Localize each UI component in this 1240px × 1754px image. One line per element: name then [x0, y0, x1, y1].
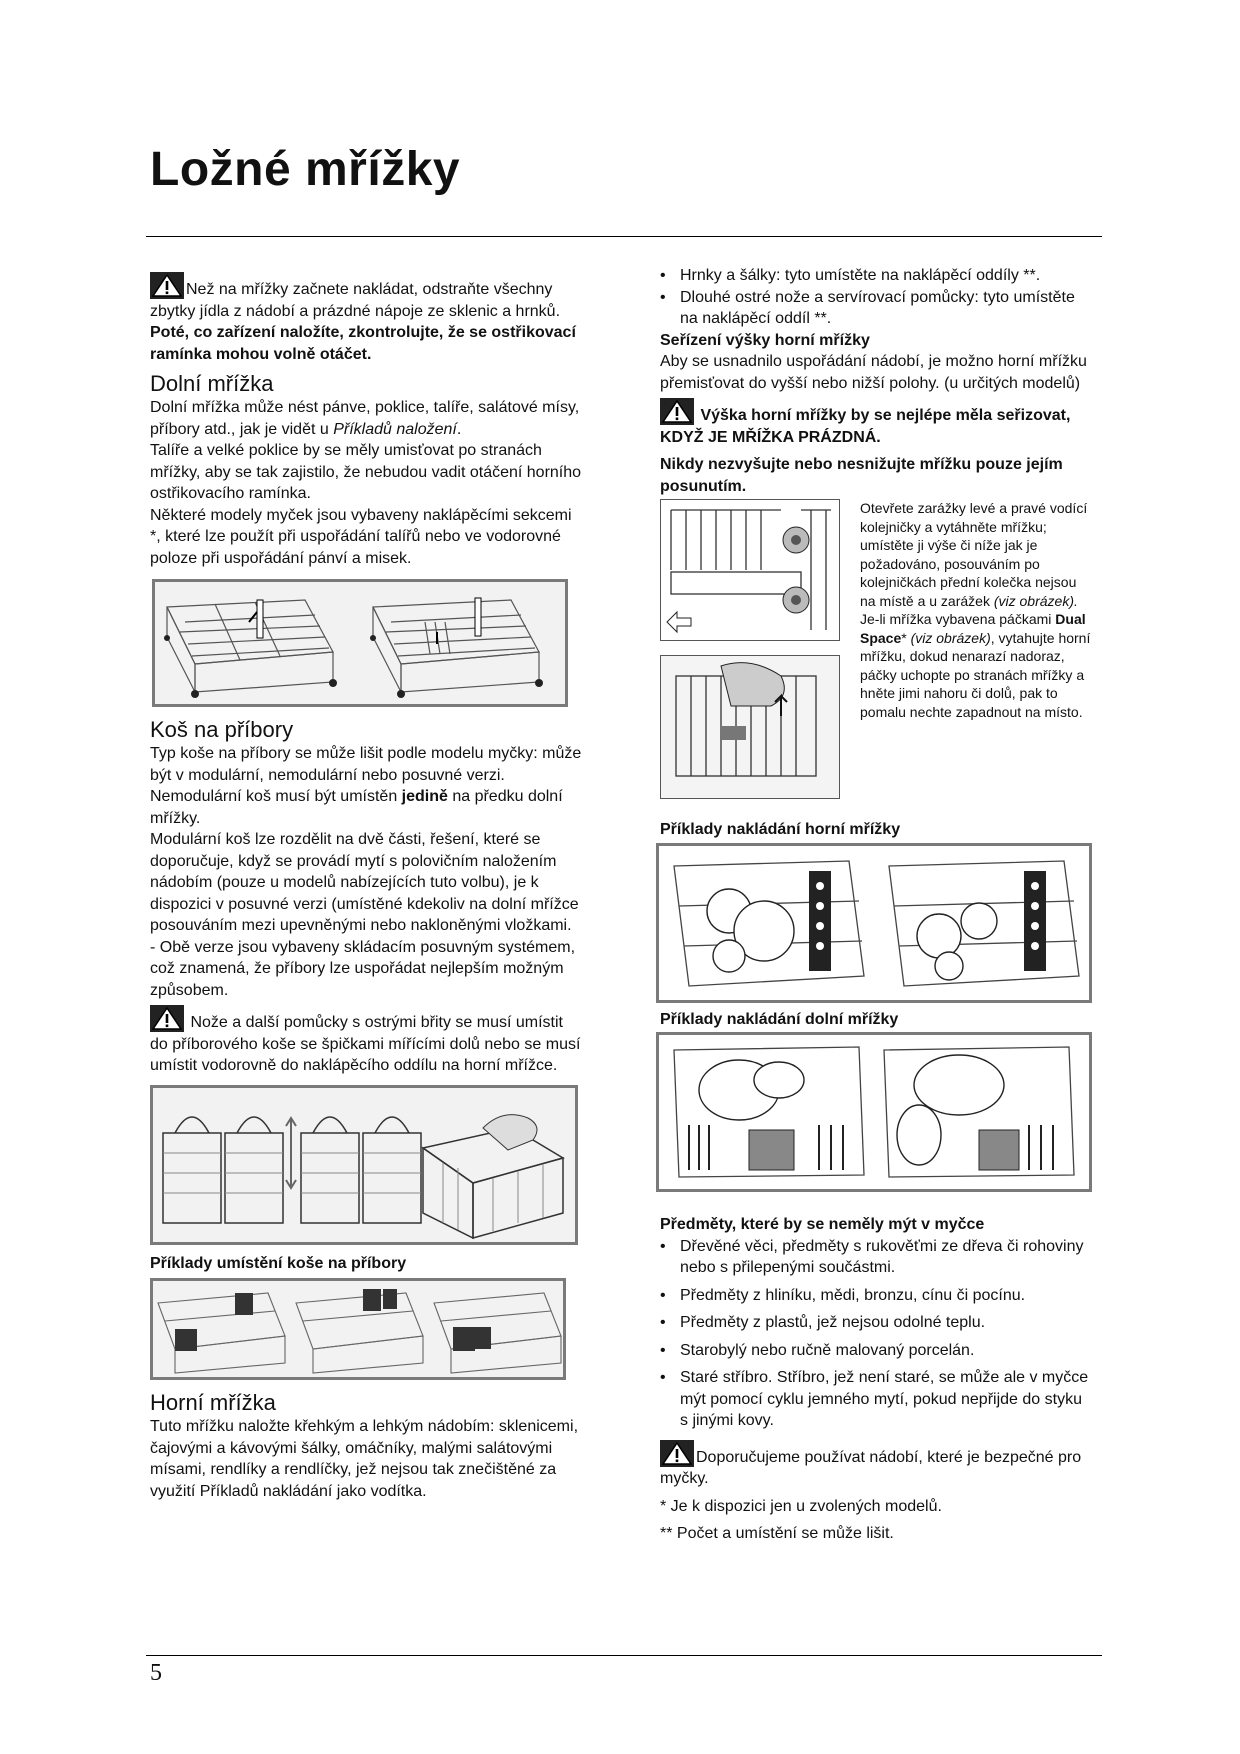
recommend-warning-text: Doporučujeme používat nádobí, které je bezpečné pro myčky.: [660, 1448, 1082, 1487]
intro-warning-text: Než na mřížky začnete nakládat, odstraňte všechny zbytky jídla z nádobí a prázdné nápoje ze sklenic a hrnků.: [150, 281, 561, 320]
lower-rack-heading: Dolní mřížka: [150, 371, 274, 396]
upper-examples-caption: Příklady nakládání horní mřížky: [660, 821, 901, 838]
side-note-1-text: Otevřete zarážky levé a pravé vodící kolejničky a vytáhněte mřížku; umístěte ji výše či níže jak je požadováno, posouváním po kolejničkách přední kolečka nejsou na místě a u zarážek: [860, 500, 1088, 609]
cutlery-examples-caption: Příklady umístění koše na příbory: [150, 1254, 407, 1272]
list-item: [660, 287, 1092, 330]
rail-stopper-figure: [660, 499, 840, 641]
footnote-2: ** Počet a umístění se může lišit.: [660, 1525, 894, 1542]
lower-rack-p3: Některé modely myček jsou vybaveny naklápěcími sekcemi *, které lze použít při uspořádání talířů nebo ve vodorovné poloze při uspořádání pánví a misek.: [150, 506, 572, 567]
height-adjust-warning-text: Výška horní mřížky by se nejlépe měla seřizovat, KDYŽ JE MŘÍŽKA PRÁZDNÁ.: [660, 407, 1071, 446]
list-item-text: Dřevěné věci, předměty s rukověťmi ze dřeva či rohoviny nebo s přilepenými součástmi.: [680, 1237, 1084, 1276]
cutlery-basket-figure: [150, 1085, 578, 1245]
lower-rack-p2: Talíře a velké poklice by se měly umisťovat po stranách mřížky, aby se tak zajistilo, že nebudou vadit otáčení horního ostřikovacího ramínka.: [150, 442, 582, 502]
top-divider: [146, 236, 1102, 237]
page-title: Ložné mřížky: [150, 143, 461, 196]
left-column: [150, 272, 582, 1502]
side-note-2-end: , vytahujte horní mřížku, dokud nenarazí nadoraz, páčky uchopte po stranách mřížky a hněte jimi nahoru či dolů, pak to pomalu nechte zapadnout na místo.: [860, 629, 1091, 720]
not-washable-heading: Předměty, které by se neměly mýt v myčce: [660, 1216, 985, 1233]
warning-triangle-icon: [150, 1005, 184, 1032]
dual-space-figure: [660, 655, 840, 799]
height-adjust-never: Nikdy nezvyšujte nebo nesnižujte mřížku pouze jejím posunutím.: [660, 456, 1063, 495]
lower-examples-caption: Příklady nakládání dolní mřížky: [660, 1010, 899, 1028]
lower-rack-figure: [152, 579, 568, 707]
list-item-text: Předměty z hliníku, mědi, bronzu, cínu či pocínu.: [680, 1286, 1026, 1304]
cutlery-warning-text: Nože a další pomůcky s ostrými břity se musí umístit do příborového koše se špičkami mířícími dolů nebo se musí umístit vodorovně do naklápěcího oddílu na horní mřížce.: [150, 1014, 581, 1074]
bullet-icon: •: [660, 1286, 666, 1304]
cutlery-heading: Koš na příbory: [150, 717, 294, 742]
bullet-icon: •: [660, 1369, 666, 1386]
bullet-icon: •: [660, 288, 666, 306]
list-item-text: Starobylý nebo ručně malovaný porcelán.: [680, 1341, 975, 1359]
bullet-text: Dlouhé ostré nože a servírovací pomůcky: tyto umístěte na naklápěcí oddíl **.: [680, 288, 1075, 327]
cutlery-p1-bold: jedině: [401, 788, 448, 805]
upper-examples-figure: [656, 843, 1092, 1003]
side-note-2: [860, 610, 1092, 721]
footnote-1: * Je k dispozici jen u zvolených modelů.: [660, 1497, 942, 1515]
intro-bold: Poté, co zařízení naložíte, zkontrolujte, že se ostřikovací ramínka mohou volně otáčet.: [150, 324, 576, 363]
cutlery-p3: - Obě verze jsou vybaveny skládacím posuvným systémem, což znamená, že příbory lze uspořádat nejlepším možným způsobem.: [150, 938, 576, 999]
right-column: [660, 265, 1092, 1545]
height-adjust-p1: Aby se usnadnilo uspořádání nádobí, je možno horní mřížku přemisťovat do vyšší nebo nižší polohy. (u určitých modelů): [660, 353, 1087, 392]
side-note-1-italic: (viz obrázek).: [993, 592, 1078, 609]
list-item: [660, 1367, 1092, 1432]
list-item: [660, 265, 1092, 287]
upper-rack-heading: Horní mřížka: [150, 1390, 276, 1415]
bottom-divider: [146, 1655, 1102, 1656]
list-item: [660, 1340, 1092, 1362]
side-note-2-star: *: [901, 629, 911, 646]
intro-warning: [150, 272, 582, 322]
upper-rack-p1: Tuto mřížku naložte křehkým a lehkým nádobím: sklenicemi, čajovými a kávovými šálky, omáčníky, malými salátovými mísami, rendlíky a rendlíčky, jež nejsou tak znečištěné za využití Příkladů nakládání jako vodítka.: [150, 1418, 579, 1500]
warning-triangle-icon: [150, 272, 184, 299]
warning-triangle-icon: [660, 398, 694, 425]
lower-rack-p1-text: Dolní mřížka může nést pánve, poklice, talíře, salátové mísy, příbory atd., jak je vidět u: [150, 399, 580, 438]
cutlery-examples-figure: [150, 1278, 566, 1380]
bullet-icon: •: [660, 267, 666, 284]
height-adjust-side-note: [860, 499, 1092, 721]
list-item: [660, 1236, 1092, 1279]
height-adjust-heading: Seřízení výšky horní mřížky: [660, 331, 870, 349]
cutlery-p1-text: Typ koše na příbory se může lišit podle modelu myčky: může být v modulární, nemodulární nebo posuvné verzi. Nemodulární koš musí být umístěn: [150, 745, 582, 805]
page-number: 5: [150, 1660, 162, 1686]
cutlery-warning: [150, 1005, 582, 1077]
side-note-2-text: Je-li mřížka vybavena páčkami: [860, 611, 1056, 627]
lower-examples-figure: [656, 1032, 1092, 1192]
cutlery-p1-end: na předku dolní mřížky.: [150, 788, 563, 827]
lower-rack-p1-italic: Příkladů naložení: [333, 420, 457, 438]
lower-rack-p1-end: .: [456, 420, 462, 438]
bullet-icon: •: [660, 1314, 666, 1331]
bullet-icon: •: [660, 1237, 666, 1255]
lower-rack-p1: [150, 397, 582, 440]
list-item: [660, 1312, 1092, 1334]
list-item-text: Předměty z plastů, jež nejsou odolné teplu.: [680, 1314, 986, 1331]
bullet-text: Hrnky a šálky: tyto umístěte na naklápěcí oddíly **.: [680, 267, 1041, 284]
cutlery-p1: [150, 743, 582, 829]
warning-triangle-icon: [660, 1440, 694, 1467]
bullet-icon: •: [660, 1341, 666, 1359]
list-item-text: Staré stříbro. Stříbro, jež není staré, se může ale v myčce mýt pomocí cyklu jemného mytí, pokud nepřijde do styku s jinými kovy.: [680, 1369, 1089, 1429]
cutlery-p2: Modulární koš lze rozdělit na dvě části, řešení, které se doporučuje, když se provádí mytí s polovičním naložením nádobím (pouze u modelů nabízejících tuto volbu), je k dispozici v posuvné verzi (umístěné kdekoliv na dolní mřížce posouváním mezi upevněnými nebo nakloněnými vložkami.: [150, 831, 579, 934]
side-note-2-italic: (viz obrázek): [910, 629, 991, 646]
recommend-warning: [660, 1440, 1092, 1490]
side-note-1: [860, 499, 1092, 610]
height-adjust-warning: [660, 398, 1092, 448]
height-adjust-block: [660, 499, 1092, 821]
dual-space-label: Dual Space: [860, 611, 1086, 646]
list-item: [660, 1285, 1092, 1307]
